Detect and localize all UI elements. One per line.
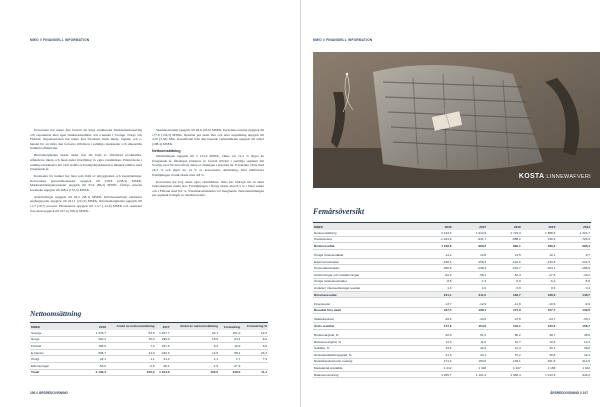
table-cell: -49,6 bbox=[415, 317, 453, 323]
table-row bbox=[30, 349, 268, 356]
table-cell: 183,7 bbox=[487, 291, 522, 298]
table-cell: 8,2 bbox=[241, 336, 268, 343]
table-cell: -27,9 bbox=[219, 362, 241, 369]
left-text-column-2 bbox=[152, 128, 264, 200]
table-cell: 15,5 bbox=[171, 336, 220, 343]
table-cell: 123,0 bbox=[522, 323, 557, 330]
table-cell: -6,9 bbox=[487, 278, 522, 285]
table-row bbox=[313, 258, 591, 265]
table-cell: 1 082,4 bbox=[487, 371, 522, 378]
sales-table-title: Nettoomsättning bbox=[30, 309, 82, 318]
column-header: 2018 bbox=[415, 223, 453, 231]
table-row bbox=[30, 362, 268, 369]
table-cell: 1 186 bbox=[522, 365, 557, 372]
table-cell: 100,0 bbox=[107, 369, 156, 376]
table-header-row bbox=[313, 223, 591, 231]
left-page-footer: 106 // ÅRSREDOVISNING bbox=[30, 391, 68, 395]
table-cell: -6,2 bbox=[522, 278, 557, 285]
table-cell: 320,4 bbox=[92, 336, 107, 343]
table-cell: Resultat före skatt bbox=[313, 307, 415, 314]
column-header: 2016 bbox=[487, 223, 522, 231]
table-cell: 212,9 bbox=[556, 358, 591, 365]
table-cell: -155,3 bbox=[453, 258, 488, 265]
table-cell: -58,1 bbox=[453, 272, 488, 279]
table-cell: -142,6 bbox=[487, 258, 522, 265]
table-cell: Elimineringar bbox=[30, 362, 92, 369]
table-cell: -28,1 bbox=[156, 362, 171, 369]
column-header: Andel av nettoomsättning bbox=[171, 323, 220, 331]
table-cell: 11,4 bbox=[241, 369, 268, 376]
table-cell: -10,6 bbox=[522, 301, 557, 307]
table-cell: 50,2 bbox=[487, 332, 522, 338]
right-page bbox=[300, 0, 600, 407]
right-page-footer: ÅRSREDOVISNING // 107 bbox=[550, 391, 588, 395]
table-cell: Handelsvaror bbox=[313, 236, 415, 243]
table-cell: 168,3 bbox=[522, 291, 557, 298]
table-cell: Skattekostnad bbox=[313, 317, 415, 323]
table-cell: 38,8 bbox=[556, 345, 591, 352]
table-cell: 1,1 bbox=[171, 356, 220, 363]
column-header: Andel av nettoomsättning bbox=[107, 323, 156, 331]
table-cell: -7,4 bbox=[453, 278, 488, 285]
table-cell: 14,0 bbox=[107, 349, 156, 356]
table-cell: 227,4 bbox=[415, 307, 453, 314]
table-cell: 14,2 bbox=[415, 252, 453, 258]
table-cell: -1,5 bbox=[171, 362, 220, 369]
table-cell: Övrigt bbox=[30, 356, 92, 363]
table-cell: 7,9 bbox=[241, 356, 268, 363]
table-cell: 39,8 bbox=[522, 352, 557, 359]
table-row bbox=[313, 352, 591, 359]
table-cell: Balansomslutning bbox=[313, 371, 415, 378]
right-page-header: MWO // FINANSIELL INFORMATION bbox=[313, 38, 373, 42]
table-cell: 42,9 bbox=[453, 345, 488, 352]
table-cell: 10,3 bbox=[556, 338, 591, 345]
table-cell: 11,3 bbox=[415, 338, 453, 345]
table-cell: 64,1 bbox=[171, 330, 220, 336]
table-cell: Finansnetto bbox=[313, 301, 415, 307]
table-cell: Årets resultat bbox=[313, 323, 415, 330]
brand-subname: LINNEWAFVERI bbox=[546, 174, 591, 180]
income-table-body bbox=[313, 230, 591, 378]
section-heading: Nettoomsättning bbox=[152, 148, 181, 153]
table-cell: 1,3 bbox=[415, 285, 453, 292]
table-row bbox=[313, 365, 591, 372]
table-cell: 10,7 bbox=[487, 338, 522, 345]
table-cell: 1 412 bbox=[415, 365, 453, 372]
table-cell: 241,1 bbox=[415, 291, 453, 298]
sales-table-body bbox=[30, 330, 268, 369]
column-header: 2017 bbox=[156, 323, 171, 331]
table-cell: 146,7 bbox=[556, 291, 591, 298]
table-cell: Övriga rörelseintäkter bbox=[313, 252, 415, 258]
table-cell: -2,6 bbox=[107, 362, 156, 369]
table-cell: 1 227,7 bbox=[156, 330, 171, 336]
column-header: MSEK bbox=[30, 323, 92, 331]
table-cell: 21,4 bbox=[156, 356, 171, 363]
left-page-header: MWO // FINANSIELL INFORMATION bbox=[30, 38, 90, 42]
table-cell: Norge bbox=[30, 336, 92, 343]
paragraph: Skattekostnaden uppgick till 49,6 (43,6) MSEK. Periodens resultat uppgick till 177,8 (154,5) MSEK. Resultat per aktie före och efter utspädning uppgick till 4,10 (3,56) SEK. Kassaflödet från den löpande verksamheten uppgick till 249,2 (198,4) MSEK. bbox=[152, 128, 264, 146]
table-row bbox=[30, 343, 268, 350]
table-cell: 1 265,7 bbox=[415, 371, 453, 378]
table-cell: -62,2 bbox=[415, 272, 453, 279]
table-cell: Finland bbox=[30, 343, 92, 350]
column-header: Förändring bbox=[219, 323, 241, 331]
column-header: 2018 bbox=[92, 323, 107, 331]
table-cell: Avskrivningar och nedskrivningar bbox=[313, 272, 415, 279]
table-cell: 1 108,8 bbox=[415, 243, 453, 250]
table-row bbox=[30, 356, 268, 363]
table-cell: 23,1 bbox=[92, 356, 107, 363]
table-cell: 1 421,7 bbox=[556, 230, 591, 236]
table-cell: 1 724,3 bbox=[487, 230, 522, 236]
table-cell: 183,6 bbox=[453, 358, 488, 365]
table-cell: Nettolåneskuld exkl. leasing bbox=[313, 358, 415, 365]
table-cell: 695,4 bbox=[556, 243, 591, 250]
paragraph: Kostnader för butiker har ökat som följd av utbyggnaden och nyetableringar. Koncernens personalkostnader uppgick till 258,8 (238,4) MSEK. Marknadsföringskostnader uppgick till 95,6 (86,2) MSEK. Övriga externa kostnader uppgick till 168,4 (155,3) MSEK. bbox=[30, 174, 142, 192]
table-row bbox=[313, 291, 591, 298]
table-cell: 52,0 bbox=[415, 332, 453, 338]
table-cell: 0,8 bbox=[487, 285, 522, 292]
table-cell: 194,1 bbox=[487, 358, 522, 365]
table-cell: 1,1 bbox=[107, 356, 156, 363]
table-row bbox=[313, 371, 591, 378]
table-cell: 1 318 bbox=[453, 365, 488, 372]
table-cell: 789,2 bbox=[522, 243, 557, 250]
brand-logo bbox=[519, 173, 591, 180]
table-cell: 64,6 bbox=[107, 330, 156, 336]
table-cell: Soliditet, % bbox=[313, 345, 415, 352]
table-cell: 10,6 bbox=[522, 338, 557, 345]
table-row bbox=[313, 272, 591, 279]
table-cell: 154,5 bbox=[453, 323, 488, 330]
table-cell: 49,7 bbox=[522, 332, 557, 338]
table-cell: -121,5 bbox=[556, 258, 591, 265]
table-cell: Andelar i intresseföretags resultat bbox=[313, 285, 415, 292]
blanket-chair-illustration bbox=[313, 52, 600, 188]
table-row bbox=[313, 236, 591, 243]
table-cell: 1 161,3 bbox=[453, 371, 488, 378]
table-cell: 31,5 bbox=[415, 352, 453, 359]
table-cell: 211,0 bbox=[453, 291, 488, 298]
table-cell: 41,3 bbox=[487, 345, 522, 352]
column-header: 2015 bbox=[522, 223, 557, 231]
table-cell: -5,8 bbox=[556, 278, 591, 285]
table-cell: 12,6 bbox=[171, 349, 220, 356]
table-cell: 218,5 bbox=[219, 369, 241, 376]
table-cell: 177,8 bbox=[415, 323, 453, 330]
table-cell: -43,6 bbox=[453, 317, 488, 323]
table-row bbox=[313, 358, 591, 365]
table-cell: -52,4 bbox=[487, 272, 522, 279]
product-photo bbox=[313, 52, 600, 188]
table-row bbox=[313, 307, 591, 314]
table-cell: -47,9 bbox=[522, 272, 557, 279]
table-cell: 1 588,6 bbox=[522, 230, 557, 236]
table-cell: 157,6 bbox=[156, 343, 171, 350]
column-header: 2014 bbox=[556, 223, 591, 231]
table-row bbox=[313, 243, 591, 250]
table-cell: Medelantal anställda bbox=[313, 365, 415, 372]
table-cell: -1 024,6 bbox=[415, 236, 453, 243]
table-cell: 157,7 bbox=[522, 307, 557, 314]
table-cell: 40,1 bbox=[522, 345, 557, 352]
brand-name: KOSTA bbox=[518, 173, 545, 180]
paragraph: Koncernen har hög andel egna varumärken, vilka har bidragit till en ökad bruttomarginal under året. Försäljningen i Norge ökade med 8,3 % i lokal valuta och i Finland med 6,9 %. Växelkurseffekterna var marginella. Nettoomsättningen per segment framgår av tabellen nedan. bbox=[152, 179, 264, 198]
table-cell: 1,0 bbox=[453, 285, 488, 292]
table-cell: 1,7 bbox=[219, 356, 241, 363]
income-table bbox=[313, 222, 591, 378]
table-total-row bbox=[30, 369, 268, 376]
table-cell: -219,7 bbox=[487, 265, 522, 272]
table-cell: 0,6 bbox=[522, 285, 557, 292]
table-cell: 8,2 bbox=[171, 343, 220, 350]
table-cell: -133,8 bbox=[522, 258, 557, 265]
table-cell: 106,7 bbox=[556, 323, 591, 330]
table-cell: Nettoskuldsättningsgrad, % bbox=[313, 352, 415, 359]
table-cell: 10,1 bbox=[522, 252, 557, 258]
left-text-column-1 bbox=[30, 128, 142, 216]
table-cell: 1 247 bbox=[487, 365, 522, 372]
table-cell: 11,0 bbox=[453, 338, 488, 345]
table-row bbox=[313, 278, 591, 285]
table-cell: -12,9 bbox=[453, 301, 488, 307]
table-row bbox=[313, 345, 591, 352]
table-cell: 2 133,4 bbox=[92, 369, 107, 376]
table-cell: Rörelsemarginal, % bbox=[313, 338, 415, 345]
table-cell: 12,3 bbox=[241, 330, 268, 336]
table-cell: 44,6 bbox=[415, 345, 453, 352]
table-row bbox=[313, 323, 591, 330]
table-cell: E-handel bbox=[30, 349, 92, 356]
table-cell: 9,7 bbox=[556, 252, 591, 258]
table-cell: -238,4 bbox=[453, 265, 488, 272]
table-cell: -11,8 bbox=[487, 301, 522, 307]
table-cell: -258,8 bbox=[415, 265, 453, 272]
table-cell: 37,2 bbox=[487, 352, 522, 359]
table-cell: -30,1 bbox=[556, 317, 591, 323]
table-cell: 0,4 bbox=[556, 285, 591, 292]
table-cell: -37,8 bbox=[487, 317, 522, 323]
column-header: Förändring % bbox=[241, 323, 268, 331]
column-header: MSEK bbox=[313, 223, 415, 231]
table-cell: 51,3 bbox=[453, 332, 488, 338]
table-cell: -799,4 bbox=[522, 236, 557, 243]
table-cell: Sverige bbox=[30, 330, 92, 336]
table-cell: 48,9 bbox=[556, 332, 591, 338]
table-cell: 171,4 bbox=[415, 358, 453, 365]
table-cell: -56,0 bbox=[92, 362, 107, 369]
table-row bbox=[313, 285, 591, 292]
table-cell: -168,4 bbox=[415, 258, 453, 265]
table-cell: 100,0 bbox=[171, 369, 220, 376]
table-cell: 42,4 bbox=[556, 352, 591, 359]
table-header-row bbox=[30, 323, 268, 331]
table-cell: 15,0 bbox=[107, 336, 156, 343]
table-cell: 168,5 bbox=[92, 343, 107, 350]
paragraph: Omsättningen uppgick till 2 133,4 MSEK, vilket var 11,4 % högre än föregående år. Ökningen förklaras av fortsatt tillväxt i samtliga segment där Sverige stod för den största delen av ökningen i absoluta tal. E-handeln växte med 24,3 % och utgör nu 14 % av koncernens omsättning. Den jämförbara försäljningen i butik ökade med 4,8 %. bbox=[152, 154, 264, 177]
income-table-title: Femårsöversikt bbox=[313, 207, 365, 216]
table-cell: -186,9 bbox=[556, 265, 591, 272]
table-cell: 24,3 bbox=[241, 349, 268, 356]
paragraph: Avskrivningar uppgick till 62,2 (58,1) MSEK. Rörelseresultatet exklusive engångsposter uppgick till 241,1 (211,0) MSEK. Rörelsemarginalen uppgick till 11,3 (10,7) procent. Finansnettot uppgick till -13,7 (-12,9) MSEK och resultatet före skatt uppgick till 227,4 (198,1) MSEK. bbox=[30, 194, 142, 213]
table-cell: Bruttomarginal, % bbox=[313, 332, 415, 338]
table-cell: 1 102 bbox=[556, 365, 591, 372]
table-cell: 298,7 bbox=[92, 349, 107, 356]
table-cell: -204,1 bbox=[522, 265, 557, 272]
table-cell: Bruttoresultat bbox=[313, 243, 415, 250]
table-cell: 944,2 bbox=[556, 371, 591, 378]
table-cell: -858,2 bbox=[487, 236, 522, 243]
table-cell: -726,3 bbox=[556, 236, 591, 243]
table-cell: 2 133,4 bbox=[415, 230, 453, 236]
table-cell: 296,0 bbox=[156, 336, 171, 343]
table-cell: 866,1 bbox=[487, 243, 522, 250]
table-cell: 1 013,9 bbox=[522, 371, 557, 378]
table-cell: Nettoomsättning bbox=[313, 230, 415, 236]
table-cell: -13,7 bbox=[415, 301, 453, 307]
table-cell: 240,3 bbox=[156, 349, 171, 356]
table-row bbox=[313, 265, 591, 272]
table-row bbox=[313, 338, 591, 345]
table-cell: Externa kostnader bbox=[313, 258, 415, 265]
table-cell: -8,6 bbox=[415, 278, 453, 285]
table-cell: 24,4 bbox=[219, 336, 241, 343]
table-cell: -43,2 bbox=[556, 272, 591, 279]
column-header: 2017 bbox=[453, 223, 488, 231]
table-cell: 10,9 bbox=[219, 343, 241, 350]
table-cell: -34,7 bbox=[522, 317, 557, 323]
table-cell: 134,1 bbox=[487, 323, 522, 330]
paragraph: Bruttomarginalen ökade under året till följd av förbättrad produktmix, effektivare inköp och ökad andel försäljning av egna varumärken. Prisnivåerna i samtliga marknader har varit stabila och kampanjandelen har minskat jämfört med föregående år. bbox=[30, 153, 142, 172]
table-cell bbox=[241, 362, 268, 369]
table-cell: 171,9 bbox=[487, 307, 522, 314]
table-cell: 151,0 bbox=[219, 330, 241, 336]
sales-table bbox=[30, 322, 268, 376]
table-cell: 11,5 bbox=[487, 252, 522, 258]
table-cell: 1 378,7 bbox=[92, 330, 107, 336]
table-cell: 1 914,9 bbox=[453, 230, 488, 236]
table-cell: 34,1 bbox=[453, 352, 488, 359]
table-cell: -931,7 bbox=[453, 236, 488, 243]
table-cell: 201,5 bbox=[522, 358, 557, 365]
paragraph: Koncernen har under året fortsatt sin höga strukturella marknadsinvestering och expanderat med egen butiksverksamhet och e-handel i Sverige, Norge och Finland. Organisationen har under året förstärkts inom inköp, logistik och e-handel för att möta den fortsatta tillväxten i samtliga marknader och säkerställa framtida effektivitet. bbox=[30, 128, 142, 151]
table-cell: Personalkostnader bbox=[313, 265, 415, 272]
table-cell: 58,4 bbox=[219, 349, 241, 356]
table-cell: 136,8 bbox=[556, 307, 591, 314]
table-cell: Övriga rörelsekostnader bbox=[313, 278, 415, 285]
table-cell: Rörelseresultat bbox=[313, 291, 415, 298]
table-cell: 983,2 bbox=[453, 243, 488, 250]
table-cell: Totalt bbox=[30, 369, 92, 376]
table-cell: 7,9 bbox=[107, 343, 156, 350]
table-cell: 1 914,9 bbox=[156, 369, 171, 376]
table-cell: 6,9 bbox=[241, 343, 268, 350]
table-row bbox=[30, 336, 268, 343]
table-cell: 12,8 bbox=[453, 252, 488, 258]
table-cell: -9,9 bbox=[556, 301, 591, 307]
table-cell: 198,1 bbox=[453, 307, 488, 314]
